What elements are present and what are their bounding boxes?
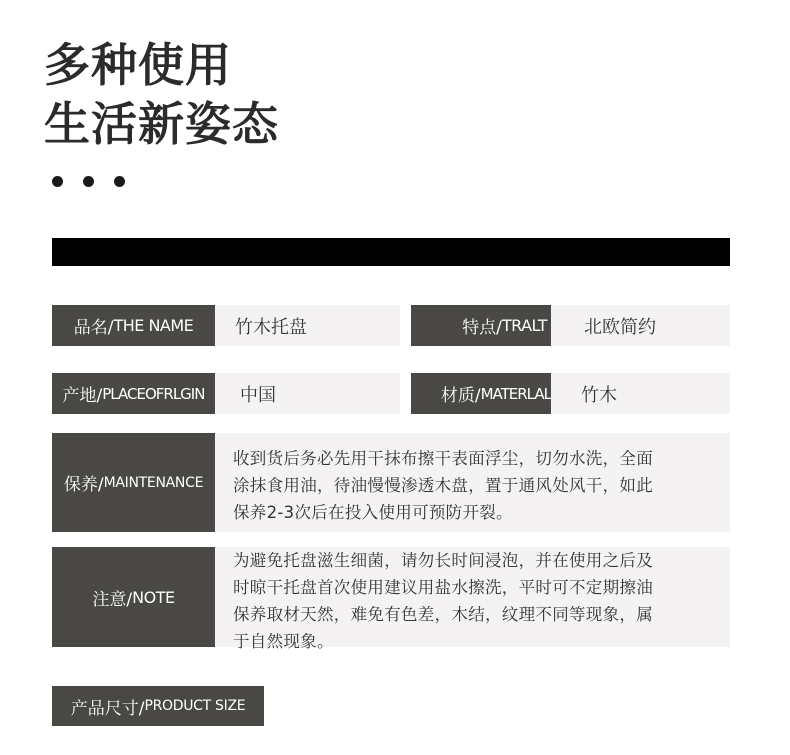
product-size-label-cn: 产品尺寸/ [70, 698, 145, 719]
note-label-en: NOTE [132, 587, 175, 607]
dot-2 [83, 176, 94, 187]
origin-label [52, 373, 215, 414]
maintenance-line-3: 保养2-3次后在投入使用可预防开裂。 [233, 503, 513, 522]
name-label [52, 305, 215, 346]
feature-label-cn: 特点/ [462, 318, 502, 338]
maintenance-label [52, 433, 215, 532]
maintenance-line-2: 涂抹食用油，待油慢慢渗透木盘，置于通风处风干，如此 [233, 476, 653, 495]
name-value-box [215, 305, 400, 346]
name-label-cn: 品名/ [73, 318, 114, 338]
feature-value-box [551, 305, 730, 346]
note-line-2: 时晾干托盘首次使用建议用盐水擦洗，平时可不定期擦油 [233, 578, 653, 597]
note-line-3: 保养取材天然，难免有色差，木结，纹理不同等现象，属 [233, 605, 653, 624]
note-label-cn: 注意/ [92, 589, 133, 610]
maintenance-label-en: MAINTENANCE [103, 474, 204, 491]
material-label-cn: 材质/ [440, 386, 481, 406]
note-text [215, 547, 730, 651]
material-label-en: MATERLAL [480, 384, 551, 403]
note-line-4: 于自然现象。 [233, 632, 334, 651]
name-value: 竹木托盘 [235, 316, 307, 338]
maintenance-label-cn: 保养/ [63, 475, 104, 495]
feature-label [411, 305, 551, 346]
feature-label-en: TRALT [501, 316, 547, 335]
material-label [411, 373, 551, 414]
note-label [52, 547, 215, 647]
divider-bar [52, 238, 730, 266]
name-label-en: THE NAME [113, 316, 194, 335]
page-title-line-2: 生活新姿态 [44, 97, 279, 151]
product-size-label-en: PRODUCT SIZE [144, 698, 246, 714]
material-value: 竹木 [581, 384, 617, 406]
origin-label-cn: 产地/ [62, 386, 103, 406]
origin-value-box [215, 373, 400, 414]
origin-label-en: PLACEOFRLGIN [102, 384, 205, 403]
note-line-1: 为避免托盘滋生细菌，请勿长时间浸泡，并在使用之后及 [233, 551, 653, 570]
page-title-line-1: 多种使用 [44, 38, 232, 92]
maintenance-line-1: 收到货后务必先用干抹布擦干表面浮尘，切勿水洗，全面 [233, 449, 653, 468]
maintenance-text [215, 433, 730, 532]
origin-value: 中国 [240, 384, 276, 406]
feature-value: 北欧简约 [584, 316, 656, 338]
material-value-box [551, 373, 730, 414]
dot-3 [114, 176, 125, 187]
dot-1 [52, 176, 63, 187]
product-size-label [52, 686, 264, 726]
